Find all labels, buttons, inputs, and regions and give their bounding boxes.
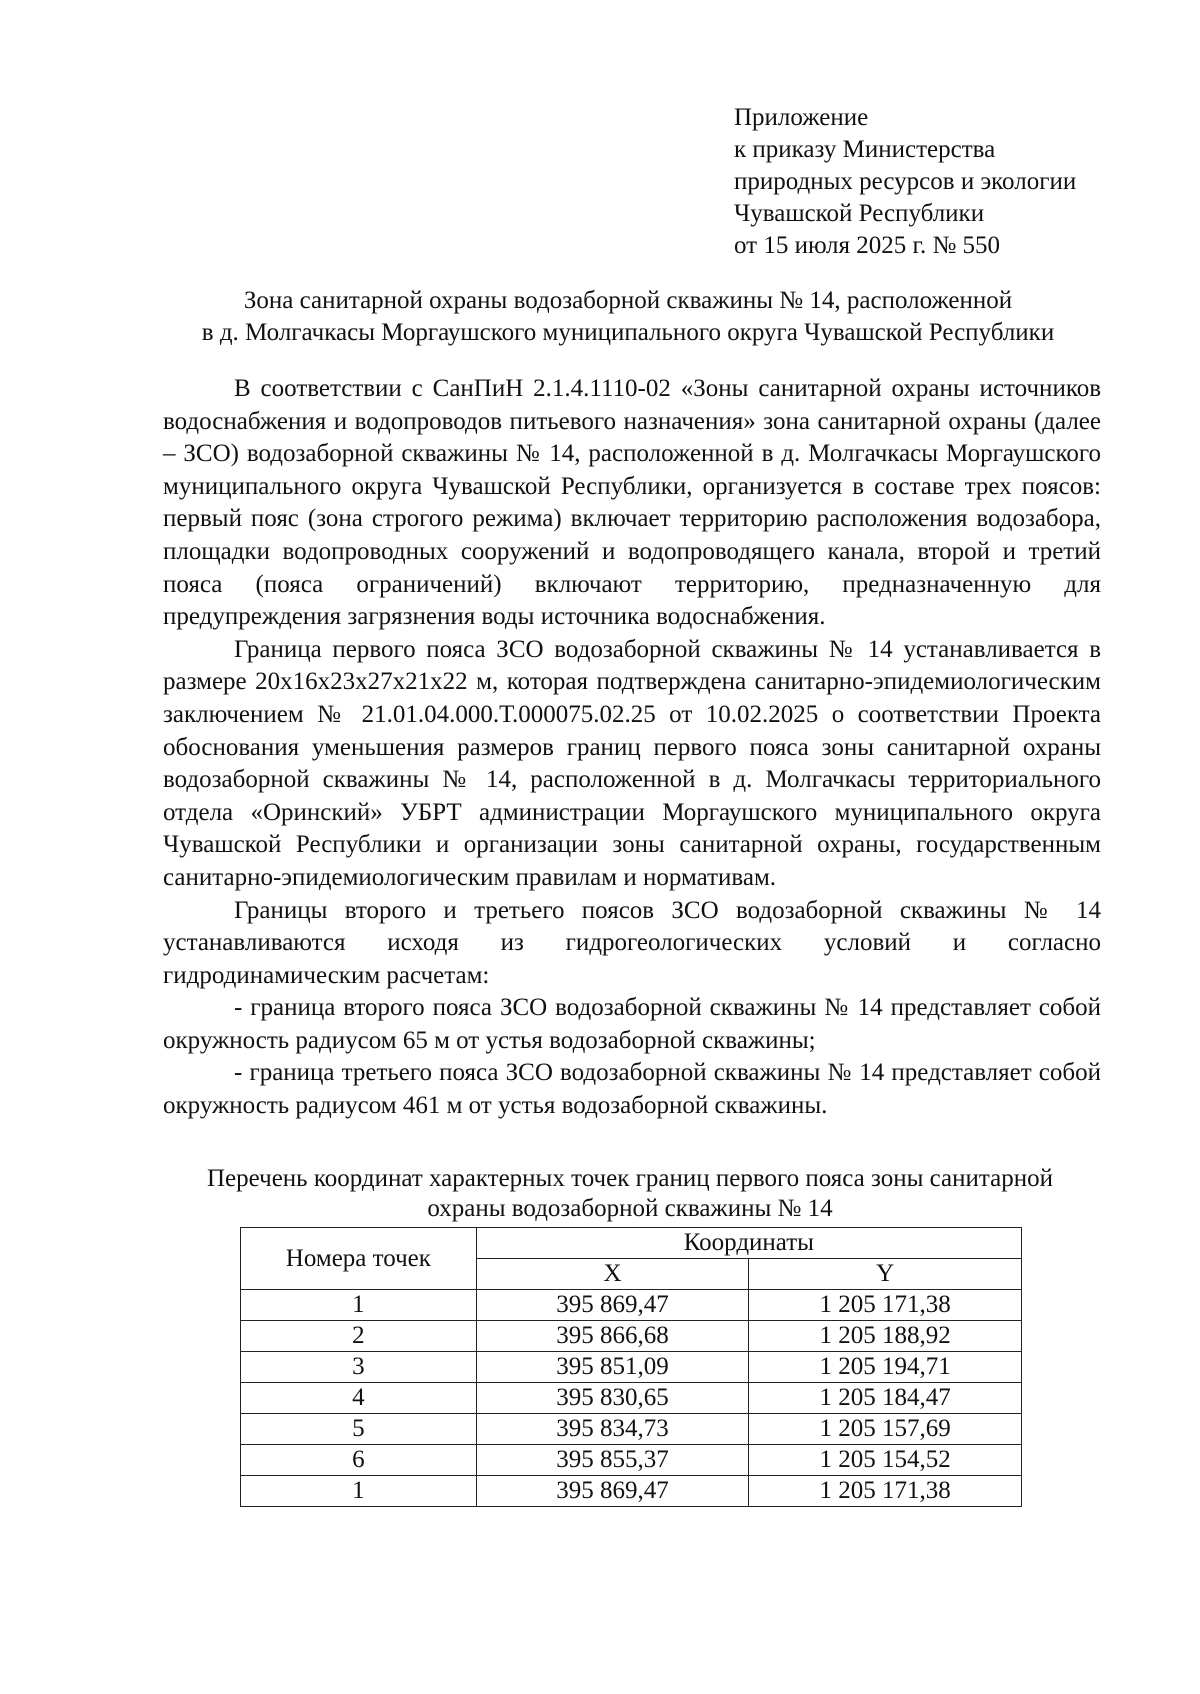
point-number: 1 xyxy=(241,1290,477,1321)
point-number: 6 xyxy=(241,1445,477,1476)
body-paragraph: В соответствии с СанПиН 2.1.4.1110-02 «Зоны санитарной охраны источников водоснабжения и водопроводов питьевого назначения» зона санитарной охраны (далее – ЗСО) водозаборной скважины № 14, расположенной в д. Молгачкасы Моргаушского муниципального округа Чувашской Республики, организуется в составе трех поясов: первый пояс (зона строгого режима) включает территорию расположения водозабора, площадки водопроводных сооружений и водопроводящего канала, второй и третий пояса (пояса ограничений) включают территорию, предназначенную для предупреждения загрязнения воды источника водоснабжения. xyxy=(163,375,1101,631)
coordinates-table xyxy=(240,1227,1022,1507)
document-title xyxy=(150,285,1106,349)
header-y: Y xyxy=(749,1259,1022,1290)
coord-y: 1 205 171,38 xyxy=(749,1290,1022,1321)
coord-x: 395 851,09 xyxy=(476,1352,749,1383)
coord-x: 395 834,73 xyxy=(476,1414,749,1445)
table-row xyxy=(241,1445,1022,1476)
coord-y: 1 205 188,92 xyxy=(749,1321,1022,1352)
title-line: Зона санитарной охраны водозаборной скважины № 14, расположенной xyxy=(243,287,1013,314)
point-number: 5 xyxy=(241,1414,477,1445)
coord-x: 395 866,68 xyxy=(476,1321,749,1352)
appendix-line: к приказу Министерства xyxy=(734,136,996,163)
coord-y: 1 205 154,52 xyxy=(749,1445,1022,1476)
table-caption xyxy=(160,1164,1100,1224)
coord-x: 395 855,37 xyxy=(476,1445,749,1476)
header-point-numbers: Номера точек xyxy=(241,1228,477,1290)
body-paragraph: - граница второго пояса ЗСО водозаборной скважины № 14 представляет собой окружность радиусом 65 м от устья водозаборной скважины; xyxy=(163,994,1101,1054)
table-row xyxy=(241,1290,1022,1321)
table-row xyxy=(241,1352,1022,1383)
coord-y: 1 205 194,71 xyxy=(749,1352,1022,1383)
coord-y: 1 205 184,47 xyxy=(749,1383,1022,1414)
table-row xyxy=(241,1476,1022,1507)
appendix-header xyxy=(734,102,1154,262)
coord-x: 395 869,47 xyxy=(476,1290,749,1321)
appendix-line: от 15 июля 2025 г. № 550 xyxy=(734,232,1001,259)
coord-x: 395 830,65 xyxy=(476,1383,749,1414)
body-paragraph: Границы второго и третьего поясов ЗСО водозаборной скважины № 14 устанавливаются исходя из гидрогеологических условий и согласно гидродинамическим расчетам: xyxy=(163,896,1101,989)
point-number: 4 xyxy=(241,1383,477,1414)
coord-y: 1 205 171,38 xyxy=(749,1476,1022,1507)
header-x: X xyxy=(476,1259,749,1290)
caption-line: охраны водозаборной скважины № 14 xyxy=(427,1195,833,1222)
caption-line: Перечень координат характерных точек границ первого пояса зоны санитарной xyxy=(207,1165,1053,1192)
table-row xyxy=(241,1383,1022,1414)
table-header-row xyxy=(241,1228,1022,1259)
table-row xyxy=(241,1414,1022,1445)
body-paragraph: Граница первого пояса ЗСО водозаборной скважины № 14 устанавливается в размере 20х16х23х27х21х22 м, которая подтверждена санитарно-эпидемиологическим заключением № 21.01.04.000.Т.000075.02.25 от 10.02.2025 о соответствии Проекта обоснования уменьшения размеров границ первого пояса зоны санитарной охраны водозаборной скважины № 14, расположенной в д. Молгачкасы территориального отдела «Оринский» УБРТ администрации Моргаушского муниципального округа Чувашской Республики и организации зоны санитарной охраны, государственным санитарно-эпидемиологическим правилам и нормативам. xyxy=(163,635,1101,891)
appendix-line: Чувашской Республики xyxy=(734,200,985,227)
table-row xyxy=(241,1321,1022,1352)
body-paragraph: - граница третьего пояса ЗСО водозаборной скважины № 14 представляет собой окружность радиусом 461 м от устья водозаборной скважины. xyxy=(163,1059,1101,1120)
header-coordinates: Координаты xyxy=(476,1228,1021,1259)
point-number: 1 xyxy=(241,1476,477,1507)
document-body xyxy=(163,373,1101,1123)
coord-y: 1 205 157,69 xyxy=(749,1414,1022,1445)
coord-x: 395 869,47 xyxy=(476,1476,749,1507)
point-number: 3 xyxy=(241,1352,477,1383)
point-number: 2 xyxy=(241,1321,477,1352)
appendix-line: природных ресурсов и экологии xyxy=(734,168,1077,195)
appendix-line: Приложение xyxy=(734,104,869,131)
title-line: в д. Молгачкасы Моргаушского муниципального округа Чувашской Республики xyxy=(201,319,1055,346)
